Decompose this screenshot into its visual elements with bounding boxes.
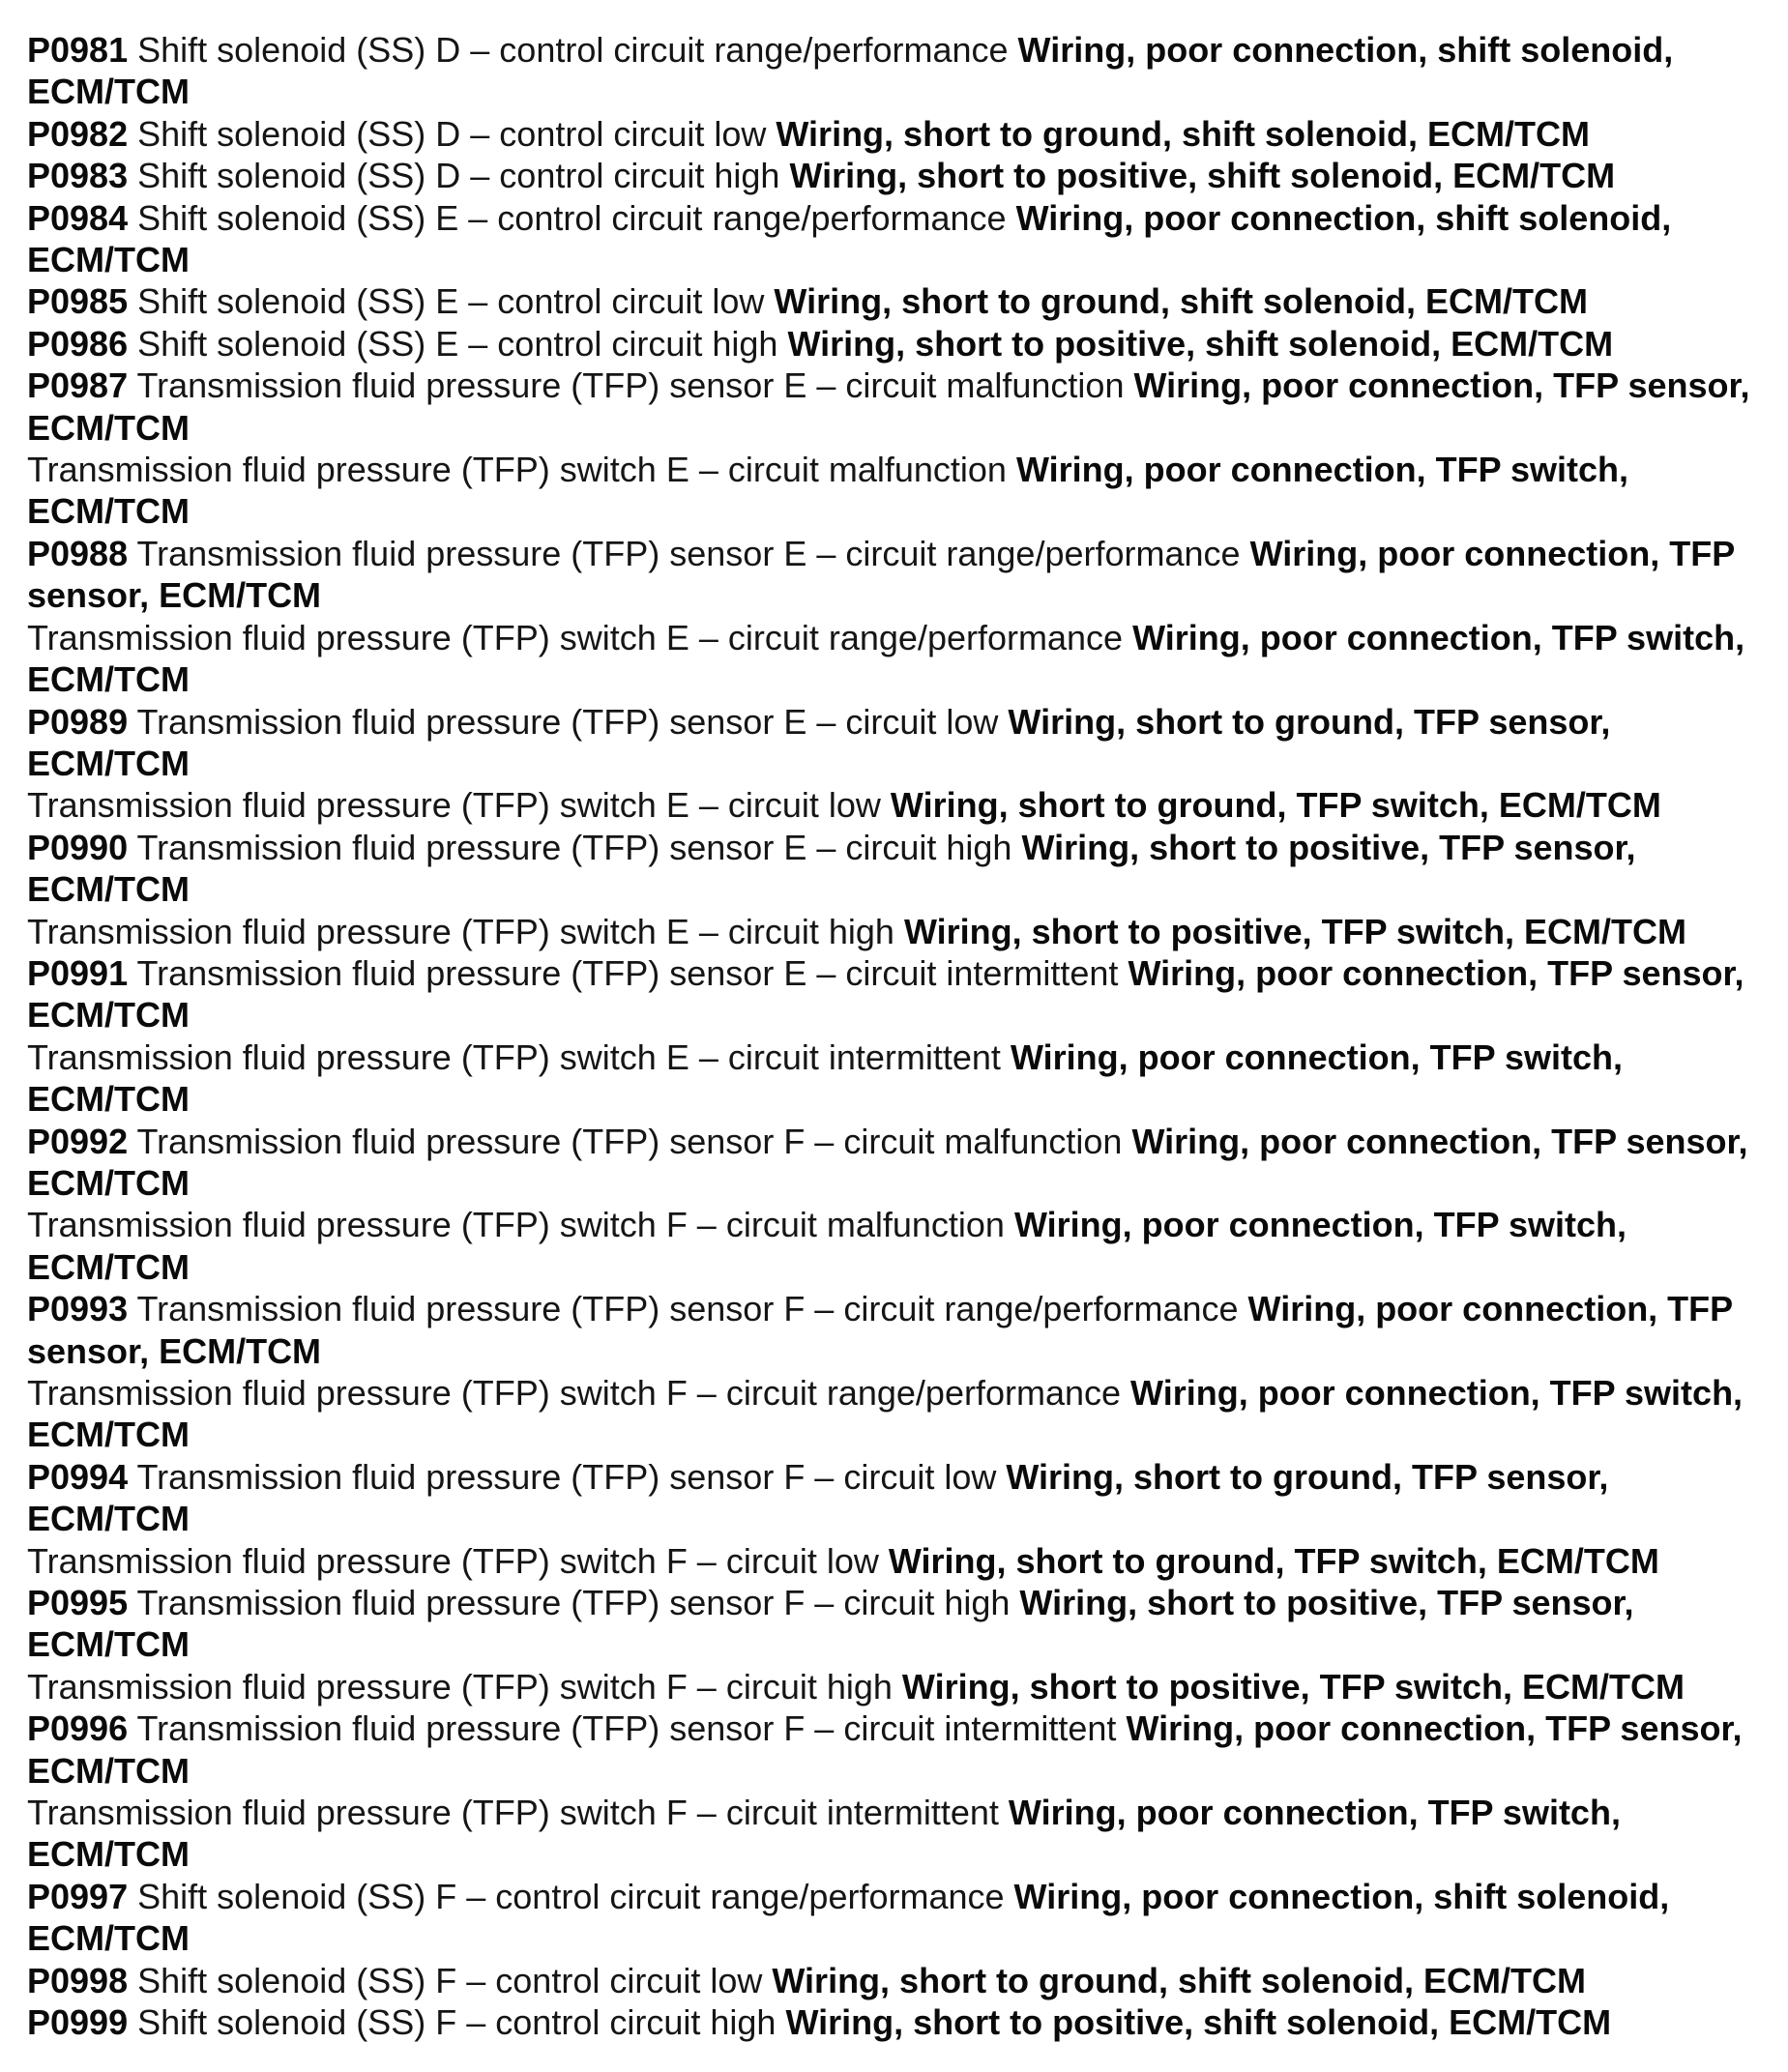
dtc-causes: Wiring, poor connection, TFP sensor, ECM/TCM	[27, 952, 1744, 1036]
dtc-causes: Wiring, poor connection, TFP switch, ECM/TCM	[27, 1205, 1627, 1287]
dtc-description: Transmission fluid pressure (TFP) sensor F – circuit range/performance	[136, 1289, 1239, 1329]
dtc-description: Transmission fluid pressure (TFP) sensor E – circuit malfunction	[136, 365, 1125, 406]
dtc-code: P0993	[27, 1289, 129, 1329]
dtc-causes: Wiring, poor connection, TFP sensor, ECM/TCM	[27, 1289, 1733, 1371]
dtc-entry	[27, 1121, 1779, 1205]
dtc-entry	[27, 911, 1779, 952]
dtc-code: P0982	[27, 113, 129, 154]
dtc-description: Shift solenoid (SS) D – control circuit low	[137, 113, 767, 154]
dtc-description: Transmission fluid pressure (TFP) switch F – circuit intermittent	[27, 1793, 999, 1833]
dtc-description: Transmission fluid pressure (TFP) sensor E – circuit low	[136, 701, 999, 742]
dtc-causes: Wiring, short to ground, shift solenoid, ECM/TCM	[774, 281, 1588, 322]
dtc-description: Transmission fluid pressure (TFP) sensor E – circuit range/performance	[136, 533, 1241, 573]
dtc-causes: Wiring, short to positive, shift solenoid, ECM/TCM	[787, 323, 1614, 364]
dtc-entry	[27, 1707, 1779, 1792]
dtc-entry	[27, 1204, 1779, 1288]
dtc-description: Shift solenoid (SS) D – control circuit range/performance	[137, 30, 1009, 70]
dtc-code: P0985	[27, 281, 129, 322]
dtc-causes: Wiring, short to ground, shift solenoid, ECM/TCM	[772, 1960, 1586, 2000]
dtc-code: P0981	[27, 30, 129, 70]
dtc-code: P0996	[27, 1708, 129, 1749]
dtc-entry	[27, 1792, 1779, 1876]
dtc-entry	[27, 701, 1779, 785]
dtc-description: Transmission fluid pressure (TFP) switch F – circuit malfunction	[27, 1205, 1005, 1245]
dtc-description: Transmission fluid pressure (TFP) switch E – circuit malfunction	[27, 450, 1007, 490]
dtc-code: P0994	[27, 1456, 129, 1497]
dtc-code: P0998	[27, 1960, 129, 2000]
dtc-entry	[27, 1960, 1779, 2001]
dtc-entry	[27, 323, 1779, 365]
dtc-description: Transmission fluid pressure (TFP) sensor F – circuit intermittent	[136, 1708, 1117, 1749]
dtc-entry	[27, 1288, 1779, 1372]
dtc-code: P0997	[27, 1876, 129, 1916]
dtc-entry	[27, 784, 1779, 826]
dtc-entry	[27, 1372, 1779, 1456]
dtc-description: Transmission fluid pressure (TFP) switch F – circuit high	[27, 1666, 893, 1707]
dtc-code: P0990	[27, 827, 129, 867]
dtc-entry	[27, 113, 1779, 155]
dtc-causes: Wiring, poor connection, TFP sensor, ECM/TCM	[27, 1121, 1748, 1203]
dtc-entry	[27, 617, 1779, 701]
dtc-causes: Wiring, poor connection, TFP sensor, ECM/TCM	[27, 533, 1735, 616]
dtc-description: Shift solenoid (SS) E – control circuit high	[137, 323, 778, 364]
dtc-causes: Wiring, poor connection, TFP switch, ECM/TCM	[27, 1036, 1623, 1120]
dtc-entry	[27, 155, 1779, 196]
dtc-description: Shift solenoid (SS) E – control circuit low	[137, 281, 765, 322]
dtc-causes: Wiring, short to positive, TFP sensor, ECM/TCM	[27, 827, 1636, 910]
dtc-causes: Wiring, poor connection, TFP switch, ECM/TCM	[27, 617, 1745, 700]
dtc-causes: Wiring, short to ground, TFP switch, ECM/TCM	[888, 1540, 1659, 1581]
dtc-entry	[27, 197, 1779, 281]
dtc-entry	[27, 2001, 1779, 2043]
dtc-entry	[27, 1036, 1779, 1121]
dtc-description: Transmission fluid pressure (TFP) switch F – circuit low	[27, 1540, 879, 1581]
dtc-entry	[27, 1876, 1779, 1960]
dtc-causes: Wiring, short to positive, TFP sensor, ECM/TCM	[27, 1583, 1634, 1665]
dtc-description: Transmission fluid pressure (TFP) sensor E – circuit high	[136, 827, 1012, 867]
dtc-description: Transmission fluid pressure (TFP) switch E – circuit intermittent	[27, 1036, 1001, 1077]
dtc-description: Shift solenoid (SS) F – control circuit high	[137, 2002, 777, 2043]
dtc-description: Transmission fluid pressure (TFP) sensor E – circuit intermittent	[136, 952, 1119, 993]
dtc-description: Transmission fluid pressure (TFP) switch E – circuit low	[27, 785, 881, 826]
dtc-description: Transmission fluid pressure (TFP) sensor F – circuit low	[136, 1456, 997, 1497]
dtc-entry	[27, 29, 1779, 113]
dtc-entry	[27, 365, 1779, 449]
dtc-code: P0992	[27, 1121, 129, 1161]
dtc-causes: Wiring, poor connection, TFP sensor, ECM/TCM	[27, 1708, 1743, 1791]
dtc-description: Shift solenoid (SS) F – control circuit range/performance	[137, 1876, 1005, 1916]
dtc-causes: Wiring, poor connection, TFP switch, ECM/TCM	[27, 450, 1629, 532]
dtc-causes: Wiring, poor connection, TFP sensor, ECM/TCM	[27, 365, 1750, 448]
dtc-entry	[27, 827, 1779, 911]
dtc-entry	[27, 1582, 1779, 1666]
dtc-code: P0995	[27, 1583, 129, 1623]
dtc-entry	[27, 1666, 1779, 1707]
dtc-description: Shift solenoid (SS) D – control circuit high	[137, 156, 780, 196]
dtc-entry	[27, 952, 1779, 1036]
dtc-entry	[27, 1456, 1779, 1540]
dtc-entry	[27, 1540, 1779, 1582]
dtc-causes: Wiring, short to ground, TFP sensor, ECM/TCM	[27, 701, 1611, 783]
dtc-description: Transmission fluid pressure (TFP) switch E – circuit range/performance	[27, 617, 1124, 657]
dtc-causes: Wiring, short to ground, TFP sensor, ECM/TCM	[27, 1456, 1609, 1539]
dtc-list	[27, 29, 1779, 2044]
dtc-code: P0999	[27, 2002, 129, 2043]
dtc-code: P0988	[27, 533, 129, 573]
dtc-causes: Wiring, short to positive, shift solenoid, ECM/TCM	[785, 2002, 1612, 2043]
dtc-entry	[27, 533, 1779, 617]
dtc-causes: Wiring, poor connection, shift solenoid, ECM/TCM	[27, 1876, 1670, 1959]
dtc-code: P0991	[27, 952, 129, 993]
dtc-code: P0987	[27, 365, 129, 406]
dtc-causes: Wiring, short to ground, TFP switch, ECM/TCM	[890, 785, 1661, 826]
dtc-code: P0986	[27, 323, 129, 364]
dtc-causes: Wiring, short to positive, TFP switch, ECM/TCM	[901, 1666, 1685, 1707]
dtc-causes: Wiring, short to positive, TFP switch, ECM/TCM	[903, 911, 1686, 951]
dtc-entry	[27, 449, 1779, 533]
dtc-causes: Wiring, poor connection, shift solenoid, ECM/TCM	[27, 197, 1672, 280]
dtc-entry	[27, 280, 1779, 322]
dtc-causes: Wiring, poor connection, shift solenoid, ECM/TCM	[27, 30, 1674, 112]
dtc-causes: Wiring, short to ground, shift solenoid, ECM/TCM	[776, 113, 1590, 154]
dtc-description: Shift solenoid (SS) F – control circuit low	[137, 1960, 763, 2000]
dtc-description: Shift solenoid (SS) E – control circuit range/performance	[137, 197, 1007, 238]
dtc-causes: Wiring, poor connection, TFP switch, ECM/TCM	[27, 1793, 1621, 1875]
dtc-description: Transmission fluid pressure (TFP) switch E – circuit high	[27, 911, 894, 951]
dtc-code: P0989	[27, 701, 129, 742]
dtc-code: P0983	[27, 156, 129, 196]
dtc-description: Transmission fluid pressure (TFP) sensor F – circuit high	[136, 1583, 1011, 1623]
dtc-causes: Wiring, short to positive, shift solenoid, ECM/TCM	[789, 156, 1616, 196]
dtc-causes: Wiring, poor connection, TFP switch, ECM/TCM	[27, 1373, 1744, 1455]
dtc-description: Transmission fluid pressure (TFP) switch F – circuit range/performance	[27, 1373, 1122, 1413]
dtc-code: P0984	[27, 197, 129, 238]
dtc-description: Transmission fluid pressure (TFP) sensor F – circuit malfunction	[136, 1121, 1123, 1161]
